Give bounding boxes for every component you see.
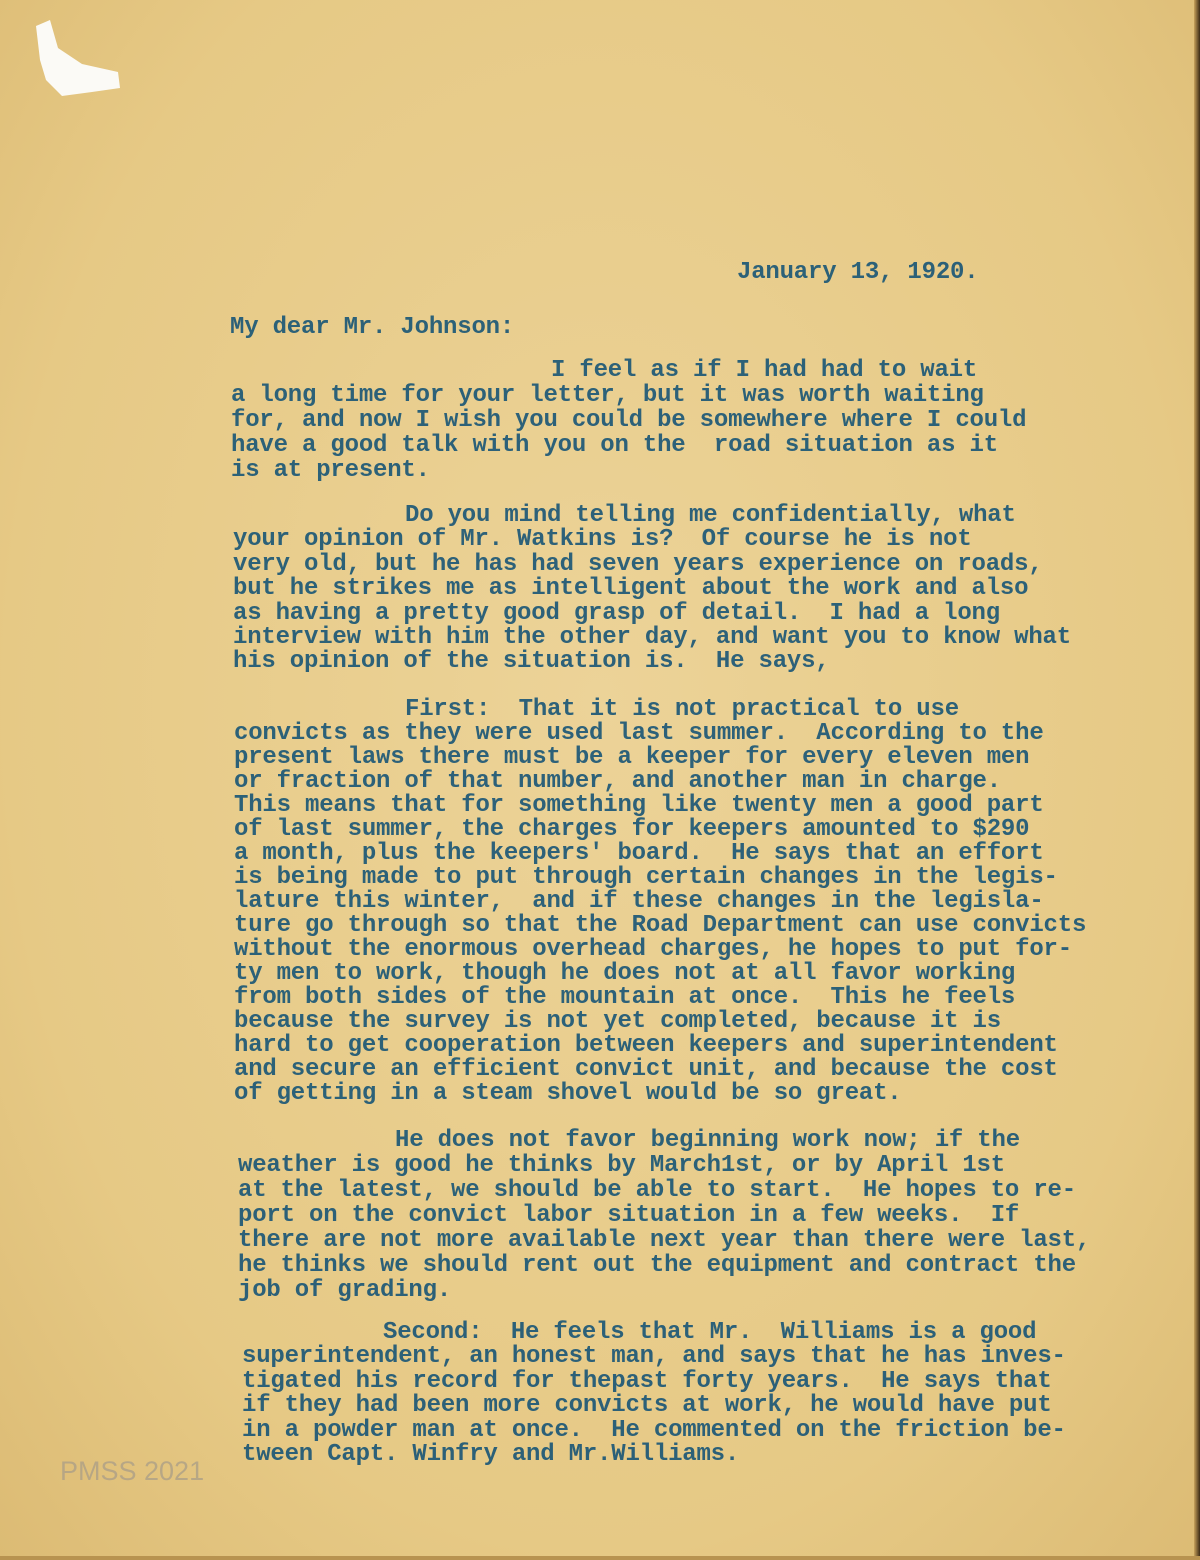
paragraph-4 [238, 1128, 1090, 1303]
text-line: lature this winter, and if these changes in the legisla- [234, 888, 1044, 915]
text-line: there are not more available next year than there were last, [238, 1227, 1091, 1254]
text-line: This means that for something like twenty men a good part [234, 792, 1044, 819]
text-line: ty men to work, though he does not at all favor working [234, 960, 1016, 987]
text-line: job of grading. [238, 1277, 452, 1304]
paragraph-2 [233, 504, 1071, 675]
text-line: convicts as they were used last summer. According to the [234, 720, 1044, 747]
page-edge-bottom [0, 1556, 1200, 1560]
text-line: First: That it is not practical to use [405, 696, 959, 723]
text-line: have a good talk with you on the road situation as it [231, 432, 998, 459]
text-line: if they had been more convicts at work, he would have put [242, 1392, 1052, 1420]
text-line: a long time for your letter, but it was worth waiting [231, 382, 984, 409]
text-line: is being made to put through certain changes in the legis- [234, 864, 1058, 891]
text-line: of getting in a steam shovel would be so great. [234, 1080, 902, 1107]
text-line: in a powder man at once. He commented on the friction be- [242, 1416, 1066, 1444]
text-line: superintendent, an honest man, and says that he has inves- [242, 1343, 1066, 1371]
text-line: He does not favor beginning work now; if the [395, 1127, 1020, 1154]
text-line: at the latest, we should be able to start. He hopes to re- [238, 1177, 1076, 1204]
letter-salutation: My dear Mr. Johnson: [230, 314, 515, 341]
text-line: tween Capt. Winfry and Mr.Williams. [242, 1441, 740, 1469]
text-line: I feel as if I had had to wait [551, 357, 978, 384]
text-line: very old, but he has had seven years experience on roads, [233, 550, 1043, 578]
text-line: of last summer, the charges for keepers amounted to $290 [234, 816, 1030, 843]
text-line: as having a pretty good grasp of detail. I had a long [233, 599, 1000, 627]
text-line: tigated his record for thepast forty years. He says that [242, 1367, 1052, 1395]
text-line: from both sides of the mountain at once. This he feels [234, 984, 1016, 1011]
paragraph-3 [234, 698, 1086, 1106]
text-line: interview with him the other day, and want you to know what [233, 624, 1071, 652]
text-line: because the survey is not yet completed, because it is [234, 1008, 1001, 1035]
torn-corner [32, 20, 122, 100]
letter-date: January 13, 1920. [737, 259, 979, 286]
page-edge-shadow [1194, 0, 1200, 1560]
text-line: weather is good he thinks by March1st, or by April 1st [238, 1152, 1005, 1179]
text-line: present laws there must be a keeper for every eleven men [234, 744, 1030, 771]
text-line: a month, plus the keepers' board. He says that an effort [234, 840, 1044, 867]
text-line: hard to get cooperation between keepers and superintendent [234, 1032, 1058, 1059]
text-line: port on the convict labor situation in a few weeks. If [238, 1202, 1020, 1229]
text-line: is at present. [231, 457, 430, 484]
text-line: and secure an efficient convict unit, and because the cost [234, 1056, 1058, 1083]
text-line: or fraction of that number, and another man in charge. [234, 768, 1001, 795]
text-line: he thinks we should rent out the equipment and contract the [238, 1252, 1076, 1279]
paragraph-1 [231, 358, 1026, 483]
text-line: but he strikes me as intelligent about the work and also [233, 575, 1029, 603]
paragraph-5 [242, 1321, 1066, 1467]
text-line: without the enormous overhead charges, he hopes to put for- [234, 936, 1072, 963]
text-line: his opinion of the situation is. He says, [233, 648, 830, 676]
watermark: PMSS 2021 [60, 1456, 205, 1486]
text-line: ture go through so that the Road Department can use convicts [234, 912, 1087, 939]
text-line: for, and now I wish you could be somewhere where I could [231, 407, 1027, 434]
text-line: Second: He feels that Mr. Williams is a good [383, 1319, 1037, 1346]
text-line: your opinion of Mr. Watkins is? Of course he is not [233, 526, 972, 554]
text-line: Do you mind telling me confidentially, what [405, 502, 1016, 529]
